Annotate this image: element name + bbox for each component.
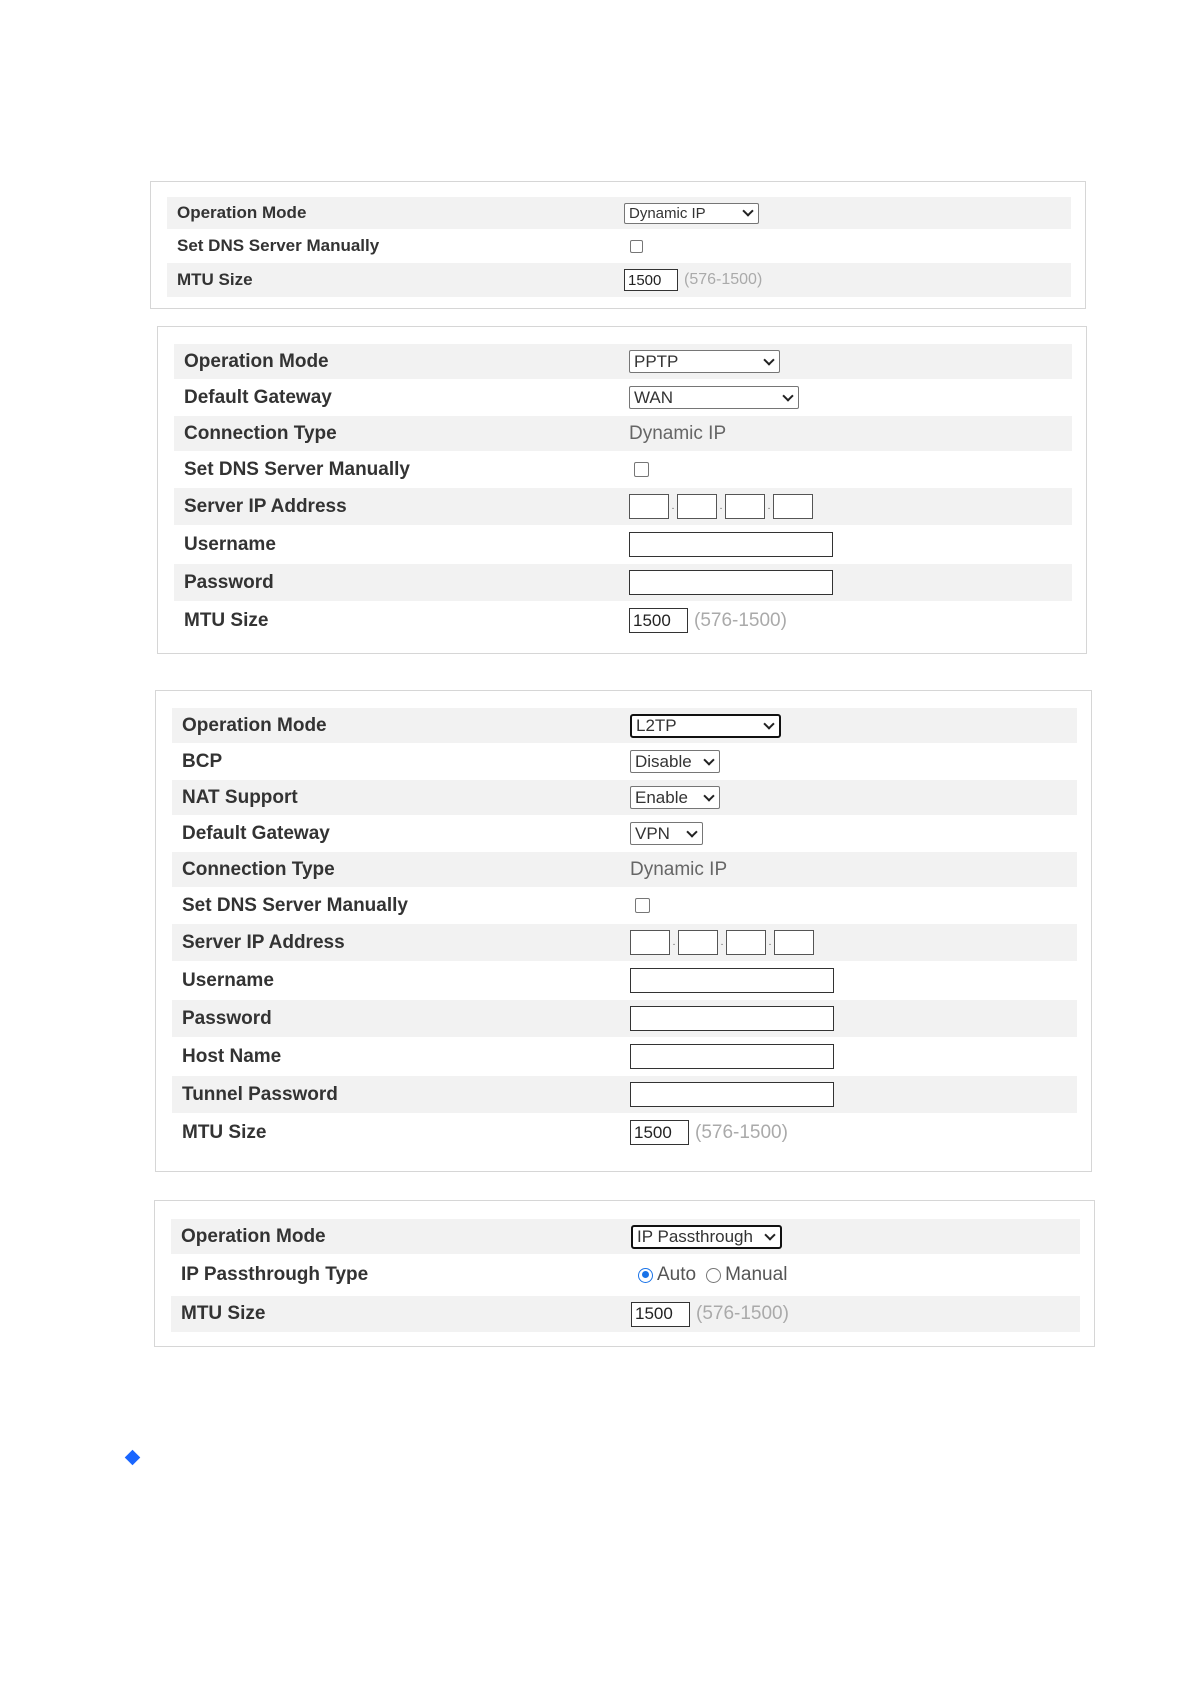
- operation-mode-label: Operation Mode: [181, 1225, 326, 1247]
- row-default-gateway: [174, 380, 1072, 415]
- server-ip-label: Server IP Address: [182, 931, 345, 953]
- dns-manual-label: Set DNS Server Manually: [177, 236, 380, 255]
- default-gateway-value: WAN: [634, 387, 674, 407]
- chevron-down-icon: [686, 826, 697, 837]
- username-label: Username: [182, 969, 274, 991]
- passthrough-auto-radio[interactable]: [638, 1268, 653, 1283]
- row-username: [172, 962, 1077, 999]
- nat-support-select[interactable]: [630, 786, 720, 809]
- passthrough-auto-label: Auto: [657, 1264, 697, 1285]
- row-connection-type: [174, 416, 1072, 451]
- username-input[interactable]: [629, 532, 833, 557]
- mtu-size-hint: (576-1500): [684, 271, 763, 288]
- row-operation-mode: [167, 197, 1071, 229]
- operation-mode-label: Operation Mode: [184, 350, 329, 372]
- chevron-down-icon: [764, 1229, 775, 1240]
- server-ip-octet-2[interactable]: [677, 494, 717, 519]
- row-mtu-size: [167, 263, 1071, 297]
- dns-manual-label: Set DNS Server Manually: [184, 458, 410, 480]
- bullet-diamond-icon: [125, 1450, 141, 1466]
- chevron-down-icon: [763, 354, 774, 365]
- pptp-panel: [157, 326, 1087, 654]
- chevron-down-icon: [703, 790, 714, 801]
- row-operation-mode: [172, 708, 1077, 743]
- password-label: Password: [184, 571, 274, 593]
- chevron-down-icon: [763, 718, 774, 729]
- row-dns-manual: [174, 452, 1072, 487]
- username-input[interactable]: [630, 968, 834, 993]
- row-mtu-size: [171, 1296, 1080, 1332]
- row-mtu-size: [172, 1114, 1077, 1151]
- operation-mode-value: L2TP: [636, 715, 677, 735]
- nat-support-value: Enable: [635, 787, 688, 807]
- server-ip-label: Server IP Address: [184, 495, 347, 517]
- mtu-size-label: MTU Size: [184, 609, 269, 631]
- l2tp-panel: [155, 690, 1092, 1172]
- row-server-ip: Server IP Address . . .: [174, 488, 1072, 525]
- row-tunnel-password: [172, 1076, 1077, 1113]
- connection-type-value: Dynamic IP: [630, 858, 728, 880]
- connection-type-value: Dynamic IP: [629, 422, 727, 444]
- mtu-size-input[interactable]: 1500: [624, 269, 678, 291]
- default-gateway-value: VPN: [635, 823, 670, 843]
- password-input[interactable]: [629, 570, 833, 595]
- mtu-size-input[interactable]: 1500: [629, 608, 688, 633]
- server-ip-octet-3[interactable]: [725, 494, 765, 519]
- row-operation-mode: [171, 1219, 1080, 1254]
- operation-mode-select[interactable]: [629, 350, 780, 373]
- default-gateway-label: Default Gateway: [182, 822, 330, 844]
- row-dns-manual: [167, 230, 1071, 262]
- server-ip-octet-1[interactable]: [630, 930, 670, 955]
- operation-mode-value: PPTP: [634, 351, 679, 371]
- mtu-size-label: MTU Size: [181, 1303, 266, 1324]
- dns-manual-label: Set DNS Server Manually: [182, 894, 408, 916]
- default-gateway-select[interactable]: [629, 386, 799, 409]
- dns-manual-checkbox[interactable]: [630, 240, 643, 253]
- chevron-down-icon: [703, 754, 714, 765]
- row-dns-manual: [172, 888, 1077, 923]
- mtu-size-hint: (576-1500): [696, 1303, 789, 1324]
- chevron-down-icon: [782, 390, 793, 401]
- bcp-label: BCP: [182, 750, 223, 772]
- connection-type-label: Connection Type: [182, 858, 335, 880]
- mtu-size-hint: (576-1500): [695, 1121, 788, 1143]
- server-ip-octet-2[interactable]: [678, 930, 718, 955]
- operation-mode-value: IP Passthrough: [637, 1226, 753, 1246]
- default-gateway-select[interactable]: [630, 822, 703, 845]
- password-input[interactable]: [630, 1006, 834, 1031]
- default-gateway-label: Default Gateway: [184, 386, 332, 408]
- mtu-size-label: MTU Size: [177, 270, 253, 289]
- passthrough-manual-label: Manual: [725, 1264, 788, 1285]
- row-default-gateway: [172, 816, 1077, 851]
- mtu-size-hint: (576-1500): [694, 609, 787, 631]
- server-ip-octet-4[interactable]: [773, 494, 813, 519]
- row-mtu-size: [174, 602, 1072, 639]
- ip-passthrough-panel: [154, 1200, 1095, 1347]
- row-server-ip: Server IP Address . . .: [172, 924, 1077, 961]
- row-password: [172, 1000, 1077, 1037]
- passthrough-manual-radio[interactable]: [706, 1268, 721, 1283]
- operation-mode-select[interactable]: [624, 203, 759, 224]
- mtu-size-input[interactable]: 1500: [630, 1120, 689, 1145]
- passthrough-type-label: IP Passthrough Type: [181, 1264, 369, 1285]
- operation-mode-select[interactable]: [630, 714, 781, 738]
- tunnel-password-input[interactable]: [630, 1082, 834, 1107]
- operation-mode-label: Operation Mode: [177, 203, 307, 222]
- row-passthrough-type: [171, 1255, 1080, 1295]
- operation-mode-label: Operation Mode: [182, 714, 327, 736]
- dns-manual-checkbox[interactable]: [635, 898, 650, 913]
- row-connection-type: [172, 852, 1077, 887]
- nat-support-label: NAT Support: [182, 786, 298, 808]
- dynamic-ip-panel: [150, 181, 1086, 309]
- server-ip-octet-4[interactable]: [774, 930, 814, 955]
- operation-mode-value: Dynamic IP: [629, 204, 706, 222]
- row-nat-support: [172, 780, 1077, 815]
- bcp-select[interactable]: [630, 750, 720, 773]
- row-bcp: [172, 744, 1077, 779]
- row-password: [174, 564, 1072, 601]
- row-operation-mode: [174, 344, 1072, 379]
- row-username: [174, 526, 1072, 563]
- server-ip-octet-3[interactable]: [726, 930, 766, 955]
- mtu-size-label: MTU Size: [182, 1121, 267, 1143]
- operation-mode-select[interactable]: [631, 1225, 782, 1249]
- username-label: Username: [184, 533, 276, 555]
- dns-manual-checkbox[interactable]: [634, 462, 649, 477]
- tunnel-password-label: Tunnel Password: [182, 1083, 338, 1105]
- connection-type-label: Connection Type: [184, 422, 337, 444]
- server-ip-octet-1[interactable]: [629, 494, 669, 519]
- mtu-size-input[interactable]: 1500: [631, 1302, 690, 1327]
- host-name-label: Host Name: [182, 1045, 282, 1067]
- bcp-value: Disable: [635, 751, 692, 771]
- chevron-down-icon: [742, 205, 753, 216]
- password-label: Password: [182, 1007, 272, 1029]
- row-host-name: [172, 1038, 1077, 1075]
- host-name-input[interactable]: [630, 1044, 834, 1069]
